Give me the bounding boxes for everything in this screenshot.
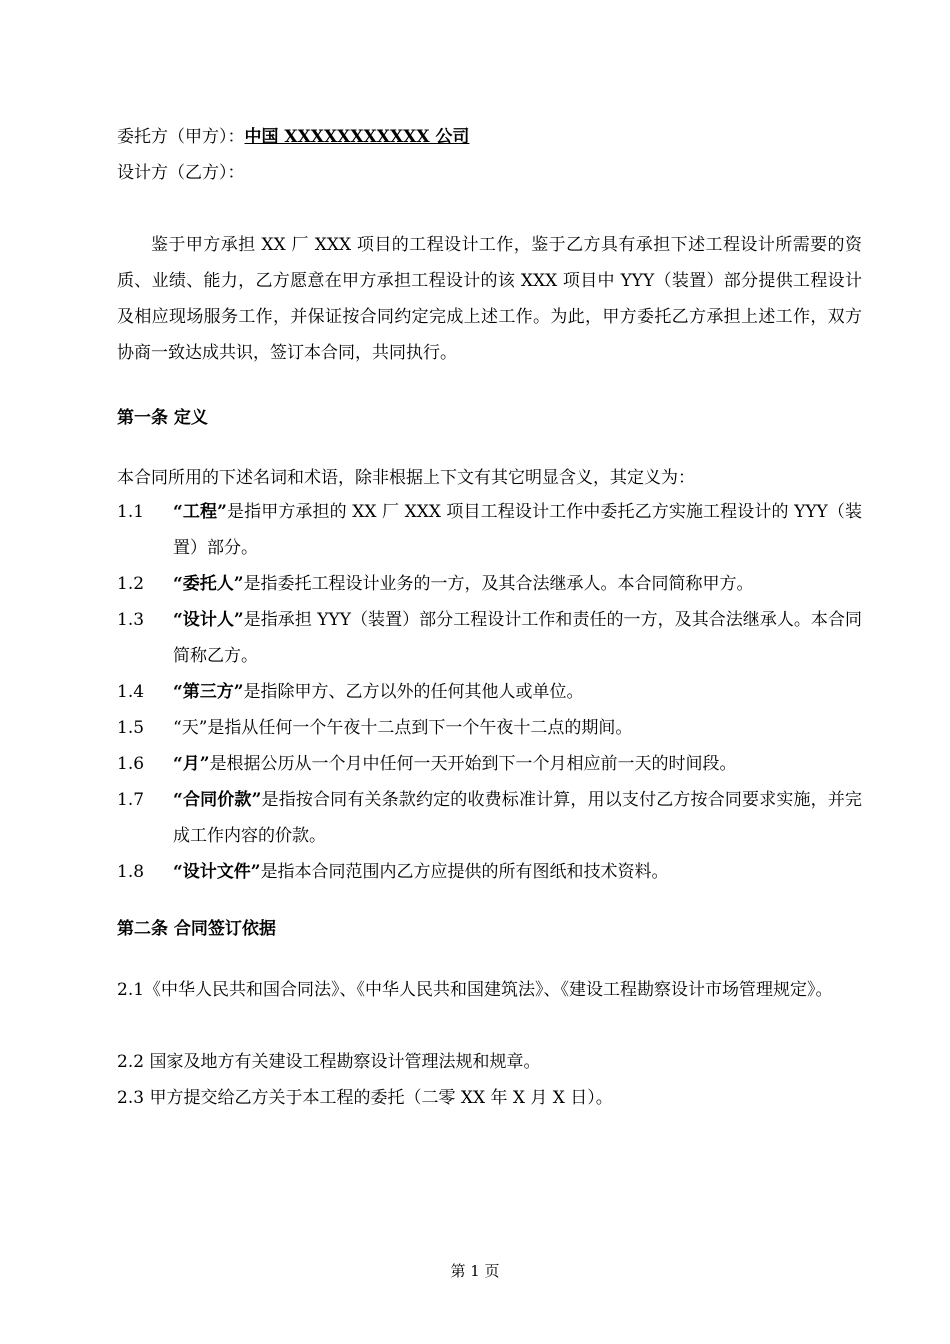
item-term: “第三方” (173, 682, 244, 702)
item-term: “工程” (173, 502, 227, 522)
definition-item (117, 854, 862, 890)
item-number: 1.7 (117, 790, 145, 810)
item-text (173, 782, 862, 854)
item-term: “月” (173, 754, 210, 774)
item-text (173, 674, 862, 710)
item-definition: 是根据公历从一个月中任何一天开始到下一个月相应前一天的时间段。 (209, 754, 737, 774)
item-text (173, 710, 862, 746)
item-definition: 是指甲方承担的 XX 厂 XXX 项目工程设计工作中委托乙方实施工程设计的 YYY（装置）部分。 (173, 502, 862, 558)
item-number: 1.6 (117, 754, 145, 774)
article-1-intro: 本合同所用的下述名词和术语，除非根据上下文有其它明显含义，其定义为： (117, 468, 695, 488)
item-definition: 是指本合同范围内乙方应提供的所有图纸和技术资料。 (260, 862, 669, 882)
item-definition: 是指按合同有关条款约定的收费标准计算，用以支付乙方按合同要求实施，并完成工作内容的价款。 (173, 790, 863, 846)
item-text (173, 854, 862, 890)
basis-text: 2.2 国家及地方有关建设工程勘察设计管理法规和规章。 (117, 1052, 541, 1072)
item-text (173, 566, 862, 602)
item-term: “设计人” (173, 610, 244, 630)
definition-item (117, 566, 862, 602)
item-text (173, 746, 862, 782)
item-definition: 是指从任何一个午夜十二点到下一个午夜十二点的期间。 (207, 718, 633, 738)
definition-item (117, 746, 862, 782)
item-definition: 是指除甲方、乙方以外的任何其他人或单位。 (243, 682, 584, 702)
designer-label: 设计方（乙方）： (117, 163, 245, 183)
client-party-line (117, 125, 469, 149)
item-number: 1.8 (117, 862, 145, 882)
item-number: 1.1 (117, 502, 145, 522)
page-number: 第 1 页 (450, 1262, 500, 1280)
basis-item (117, 1080, 862, 1116)
item-definition: 是指承担 YYY（装置）部分工程设计工作和责任的一方，及其合法继承人。本合同简称乙方。 (173, 610, 862, 666)
item-term: “天” (173, 718, 208, 738)
definition-item (117, 674, 862, 710)
article-1-heading: 第一条 定义 (117, 408, 208, 428)
article-2-heading: 第二条 合同签订依据 (117, 919, 276, 939)
item-text (173, 602, 862, 674)
basis-item (117, 972, 862, 1008)
item-text (173, 494, 862, 566)
item-definition: 是指委托工程设计业务的一方，及其合法继承人。本合同简称甲方。 (243, 574, 754, 594)
basis-text: 2.1《中华人民共和国合同法》、《中华人民共和国建筑法》、《建设工程勘察设计市场管理规定》。 (117, 980, 833, 1000)
basis-text: 2.3 甲方提交给乙方关于本工程的委托（二零 XX 年 X 月 X 日）。 (117, 1088, 613, 1108)
definition-item (117, 782, 862, 854)
item-term: “委托人” (173, 574, 244, 594)
item-number: 1.4 (117, 682, 145, 702)
item-term: “合同价款” (173, 790, 262, 810)
preamble-paragraph: 鉴于甲方承担 XX 厂 XXX 项目的工程设计工作，鉴于乙方具有承担下述工程设计所需要的资质、业绩、能力，乙方愿意在甲方承担工程设计的该 XXX 项目中 YYY（装置）部分提供工程设计及相应现场服务工作，并保证按合同约定完成上述工作。为此，甲方委托乙方承担上述工作，双方协商一致达成共识，签订本合同，共同执行。 (117, 235, 862, 363)
item-number: 1.5 (117, 718, 145, 738)
designer-party-line (117, 161, 245, 185)
client-name: 中国 XXXXXXXXXXX 公司 (244, 127, 470, 147)
item-term: “设计文件” (173, 862, 261, 882)
definition-item (117, 494, 862, 566)
client-label: 委托方（甲方）： (117, 127, 245, 147)
definition-item (117, 602, 862, 674)
basis-item (117, 1044, 862, 1080)
definition-item (117, 710, 862, 746)
item-number: 1.2 (117, 574, 145, 594)
item-number: 1.3 (117, 610, 145, 630)
